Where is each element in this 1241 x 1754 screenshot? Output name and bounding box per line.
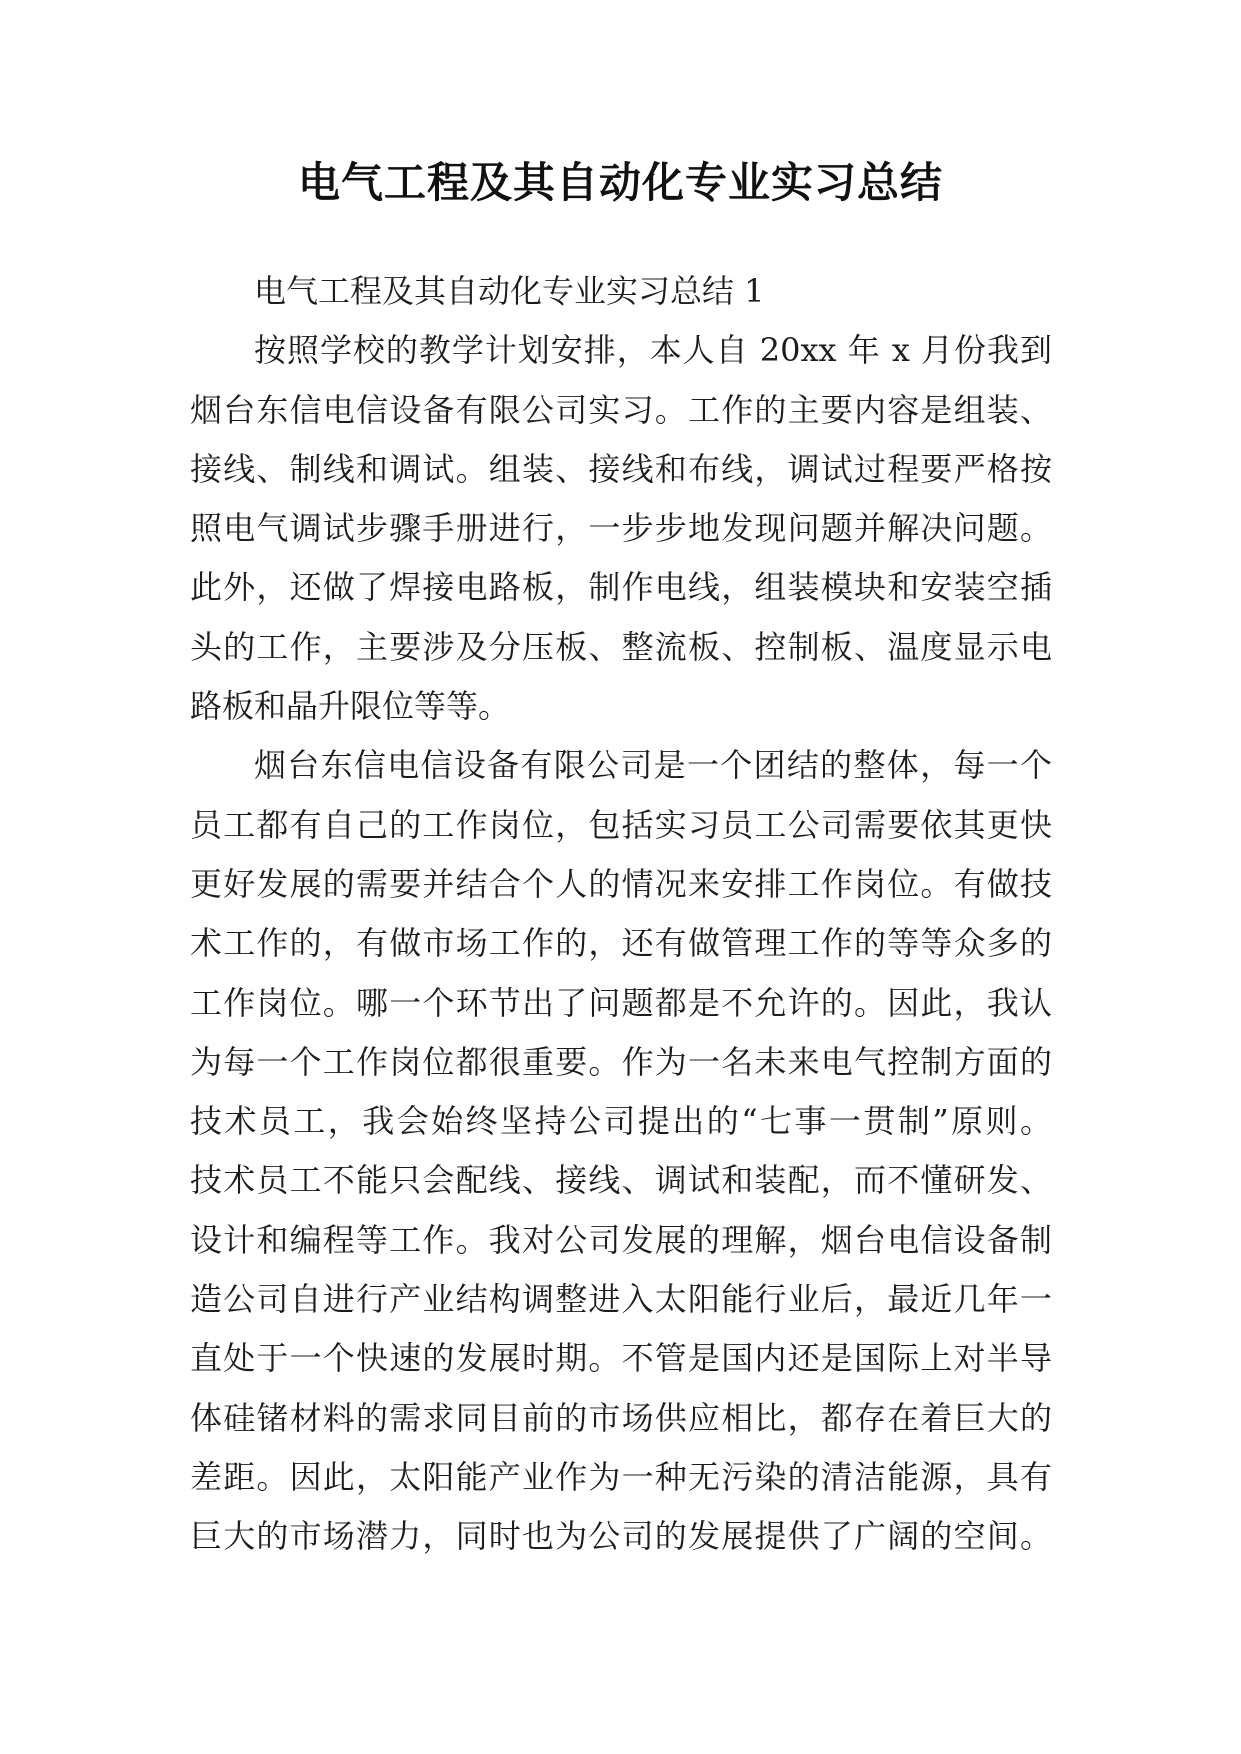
text-line: 此外，还做了焊接电路板，制作电线，组装模块和安装空插 xyxy=(190,568,1052,607)
text-line: 员工都有自己的工作岗位，包括实习员工公司需要依其更快 xyxy=(190,805,1052,844)
text-line: 巨大的市场潜力，同时也为公司的发展提供了广阔的空间。 xyxy=(190,1517,1052,1556)
text-line: 工作岗位。哪一个环节出了问题都是不允许的。因此，我认 xyxy=(190,983,1052,1022)
text-line: 烟台东信电信设备有限公司实习。工作的主要内容是组装、 xyxy=(190,390,1052,429)
text-line: 设计和编程等工作。我对公司发展的理解，烟台电信设备制 xyxy=(190,1220,1052,1259)
text-line: 照电气调试步骤手册进行，一步步地发现问题并解决问题。 xyxy=(190,509,1052,548)
text-line: 路板和晶升限位等等。 xyxy=(190,687,511,726)
text-line: 技术员工不能只会配线、接线、调试和装配，而不懂研发、 xyxy=(190,1161,1052,1200)
text-line: 直处于一个快速的发展时期。不管是国内还是国际上对半导 xyxy=(190,1339,1052,1378)
text-line: 体硅锗材料的需求同目前的市场供应相比，都存在着巨大的 xyxy=(190,1398,1052,1437)
text-line: 造公司自进行产业结构调整进入太阳能行业后，最近几年一 xyxy=(190,1280,1052,1319)
text-line: 接线、制线和调试。组装、接线和布线，调试过程要严格按 xyxy=(190,449,1052,488)
document-body xyxy=(190,262,1052,1567)
paragraph-1 xyxy=(190,321,1052,736)
document-title: 电气工程及其自动化专业实习总结 xyxy=(297,158,943,207)
text-line: 按照学校的教学计划安排，本人自 20xx 年 x 月份我到 xyxy=(254,331,1052,370)
text-line: 更好发展的需要并结合个人的情况来安排工作岗位。有做技 xyxy=(190,864,1052,903)
paragraph-2 xyxy=(190,736,1052,1566)
text-line: 差距。因此，太阳能产业作为一种无污染的清洁能源，具有 xyxy=(190,1457,1052,1496)
text-line: 术工作的，有做市场工作的，还有做管理工作的等等众多的 xyxy=(190,924,1052,963)
text-line: 烟台东信电信设备有限公司是一个团结的整体，每一个 xyxy=(254,746,1052,785)
text-line: 技术员工，我会始终坚持公司提出的“七事一贯制”原则。 xyxy=(190,1102,1052,1141)
text-line: 头的工作，主要涉及分压板、整流板、控制板、温度显示电 xyxy=(190,627,1052,666)
text-line: 为每一个工作岗位都很重要。作为一名未来电气控制方面的 xyxy=(190,1042,1052,1081)
section-heading: 电气工程及其自动化专业实习总结 1 xyxy=(254,272,765,310)
